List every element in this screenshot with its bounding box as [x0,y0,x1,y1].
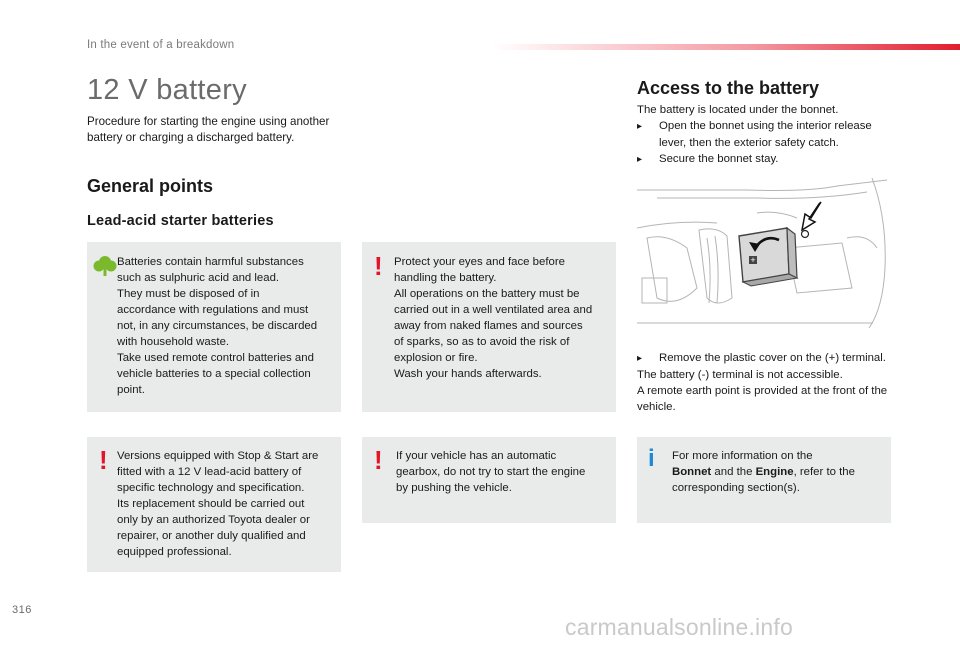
header-accent-bar [492,44,960,50]
intro-text: Procedure for starting the engine using another battery or charging a discharged battery. [87,115,330,144]
info-note-text [672,448,887,496]
watermark: carmanualsonline.info [565,614,793,640]
stop-start-warning-text: Versions equipped with Stop & Start are fitted with a 12 V lead-acid battery of specific technology and specification. Its replacement should be carried out only by an authorized Toyota dealer or repairer, or another duly qualified and equipped professional. [117,450,319,558]
general-points-heading: General points [87,176,214,196]
info-post-text: , refer to the [793,466,855,478]
access-intro: The battery is located under the bonnet. [637,104,839,116]
earth-point-arrow-icon [802,202,822,238]
info-line-1: For more information on the [672,450,813,462]
engine-link-label: Engine [755,466,794,478]
warning-icon: ! [374,251,383,281]
automatic-gearbox-warning-box [362,437,616,523]
pointer-bullet-icon: ▸ [637,154,643,165]
pointer-bullet-icon: ▸ [637,121,643,132]
lead-acid-heading: Lead-acid starter batteries [87,213,274,229]
page-number: 316 [12,604,32,616]
positive-terminal-label: + [750,255,756,265]
protect-warning-text: Protect your eyes and face before handling the battery. All operations on the battery must be carried out in a well ventilated area and away from naked flames and sources of sparks, so as to avoid the risk of explosion or fire. Wash your hands afterwards. [394,256,593,380]
info-note-box [637,437,891,523]
pointer-bullet-icon: ▸ [637,353,643,364]
info-line-3: corresponding section(s). [672,482,800,494]
access-step [637,151,891,168]
info-and-text: and the [711,466,756,478]
warning-icon: ! [99,445,108,475]
engine-bay-battery-illustration [637,178,893,346]
earth-point-note: A remote earth point is provided at the front of the vehicle. [637,385,888,413]
protect-warning-box [362,242,616,412]
eco-tree-icon [93,254,117,276]
section-header: In the event of a breakdown [87,39,235,51]
info-icon: i [648,445,655,472]
access-after-figure [637,350,897,415]
page-title: 12 V battery [87,74,247,106]
access-step-text: Secure the bonnet stay. [659,153,779,165]
info-line-2 [672,464,887,480]
automatic-gearbox-warning-text: If your vehicle has an automatic gearbox, do not try to start the engine by pushing the vehicle. [396,450,586,494]
access-step-text: Open the bonnet using the interior release lever, then the exterior safety catch. [659,120,872,149]
battery-cover [739,228,797,286]
recycle-note-box [87,242,341,412]
access-heading: Access to the battery [637,78,820,98]
access-step-text: Remove the plastic cover on the (+) terminal. [659,352,886,364]
recycle-note-text: Batteries contain harmful substances such as sulphuric acid and lead. They must be disposed of in accordance with regulations and must not, in any circumstances, be discarded with household waste. Take used remote control batteries and vehicle batteries to a special collection point. [117,256,318,396]
access-instructions [637,102,891,168]
access-step [637,118,891,151]
bonnet-link-label: Bonnet [672,466,712,478]
stop-start-warning-box [87,437,341,572]
warning-icon: ! [374,445,383,475]
negative-terminal-note: The battery (-) terminal is not accessible. [637,369,843,381]
access-step [637,350,897,367]
